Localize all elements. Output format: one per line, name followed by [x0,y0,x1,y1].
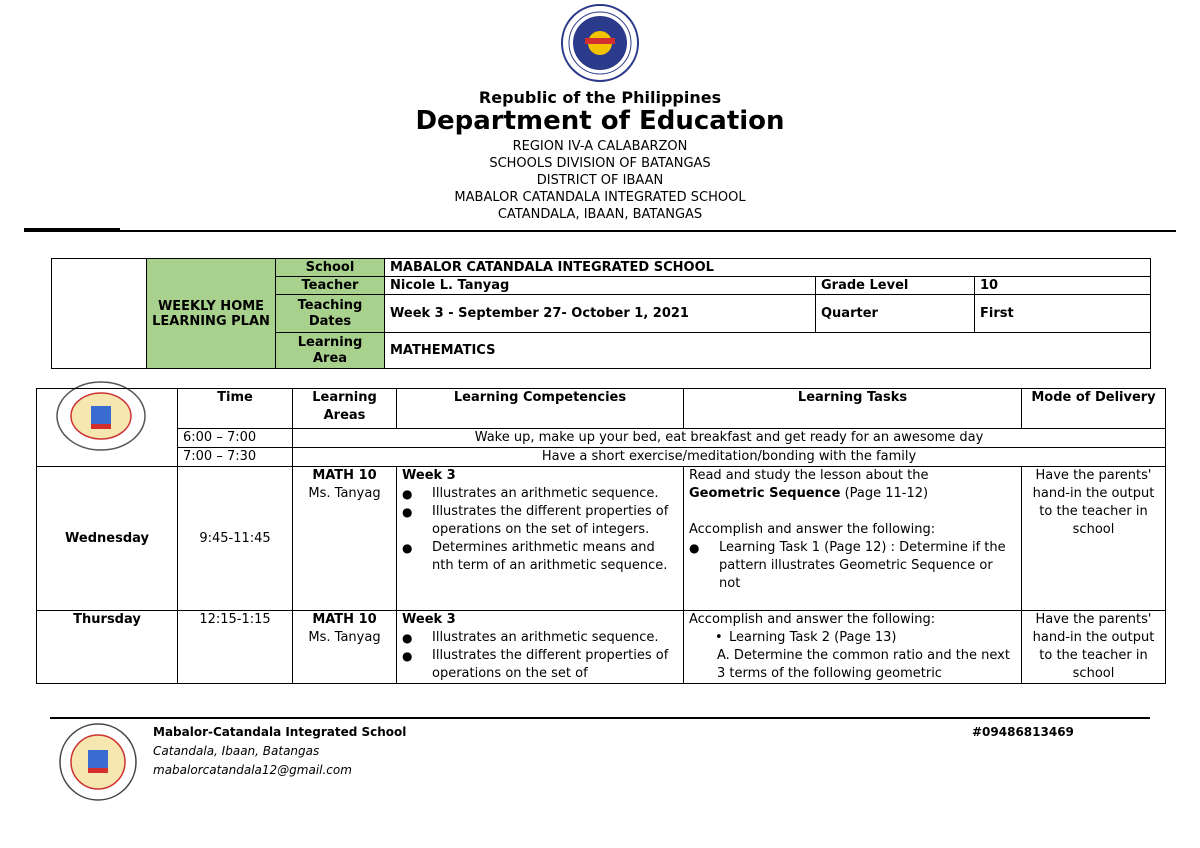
logo-cell [37,389,178,467]
week-label: Week 3 [402,612,456,627]
thursday-mode: Have the parents' hand-in the output to the teacher in school [1022,611,1166,684]
task-intro: Read and study the lesson about the [689,468,929,483]
area-teacher: Ms. Tanyag [308,486,381,501]
teacher-label: Teacher [276,277,385,295]
schedule-table [36,388,1166,684]
footer-address: Catandala, Ibaan, Batangas [153,744,320,758]
header-republic: Republic of the Philippines [478,88,722,107]
task-extra: A. Determine the common ratio and the next 3 terms of the following geometric [717,648,1010,681]
competency-clip [402,611,678,683]
header-divider [24,230,1176,232]
bullet-dot: • [715,630,723,645]
wednesday-area [293,467,397,611]
header-district: DISTRICT OF IBAAN [536,173,664,188]
school-value: MABALOR CATANDALA INTEGRATED SCHOOL [385,259,1151,277]
task-accomplish: Accomplish and answer the following: [689,612,936,627]
col-competencies: Learning Competencies [397,389,684,429]
footer-info [153,723,406,780]
grade-value: 10 [975,277,1151,295]
col-areas: Learning Areas [293,389,397,429]
area-label: Learning Area [276,333,385,369]
dates-label: Teaching Dates [276,295,385,333]
competency-list [402,629,678,683]
competency-item: ● Illustrates the different properties of operations on the set of integers. [432,503,678,539]
task-item: ● Learning Task 1 (Page 12) : Determine if the pattern illustrates Geometric Sequence or not [719,539,1016,593]
footer-divider [50,717,1150,719]
thursday-tasks [684,611,1022,684]
school-logo-footer [58,722,138,802]
grade-label: Grade Level [816,277,975,295]
task-list [689,539,1016,593]
area-value: MATHEMATICS [385,333,1151,369]
thursday-competencies [397,611,684,684]
competency-list [402,485,678,575]
dates-value: Week 3 - September 27- October 1, 2021 [385,295,816,333]
header-region: REGION IV-A CALABARZON [512,139,688,154]
teacher-value: Nicole L. Tanyag [385,277,816,295]
area-name: MATH 10 [312,612,377,627]
col-tasks: Learning Tasks [684,389,1022,429]
header-address: CATANDALA, IBAAN, BATANGAS [497,207,703,222]
routine-time: 6:00 – 7:00 [178,429,293,448]
day-wednesday: Wednesday [37,467,178,611]
day-thursday: Thursday [37,611,178,684]
task-topic: Geometric Sequence [689,486,841,501]
competency-item: ● Determines arithmetic means and nth term of an arithmetic sequence. [432,539,678,575]
header-divider-accent [24,228,120,230]
task-accomplish: Accomplish and answer the following: [689,522,936,537]
routine-activity: Have a short exercise/meditation/bonding with the family [293,448,1166,467]
thursday-area [293,611,397,684]
area-name: MATH 10 [312,468,377,483]
task-item-text: Learning Task 2 (Page 13) [729,630,897,645]
col-mode: Mode of Delivery [1022,389,1166,429]
competency-item: ● Illustrates the different properties of operations on the set of [432,647,678,683]
footer-email: mabalorcatandala12@gmail.com [153,763,352,777]
task-clip [689,611,1016,683]
header-division: SCHOOLS DIVISION OF BATANGAS [489,156,711,171]
week-label: Week 3 [402,468,456,483]
competency-item: ● Illustrates an arithmetic sequence. [432,629,678,647]
footer-phone: #09486813469 [972,725,1074,739]
deped-seal-logo [561,4,639,82]
wednesday-tasks [684,467,1022,611]
competency-item: ● Illustrates an arithmetic sequence. [432,485,678,503]
school-label: School [276,259,385,277]
col-time: Time [178,389,293,429]
quarter-label: Quarter [816,295,975,333]
header-school: MABALOR CATANDALA INTEGRATED SCHOOL [454,190,746,205]
wednesday-mode: Have the parents' hand-in the output to the teacher in school [1022,467,1166,611]
footer-school: Mabalor-Catandala Integrated School [153,725,407,739]
wednesday-time: 9:45-11:45 [178,467,293,611]
area-teacher: Ms. Tanyag [308,630,381,645]
plan-info-table [51,258,1151,369]
task-pages: (Page 11-12) [844,486,929,501]
task-topic-line [689,485,1016,503]
plan-title: WEEKLY HOME LEARNING PLAN [147,259,276,369]
thursday-time: 12:15-1:15 [178,611,293,684]
blank-cell [52,259,147,369]
header-department: Department of Education [415,106,785,136]
routine-activity: Wake up, make up your bed, eat breakfast and get ready for an awesome day [293,429,1166,448]
routine-time: 7:00 – 7:30 [178,448,293,467]
quarter-value: First [975,295,1151,333]
wednesday-competencies [397,467,684,611]
spacer [689,503,1016,521]
task-item [689,629,1016,647]
